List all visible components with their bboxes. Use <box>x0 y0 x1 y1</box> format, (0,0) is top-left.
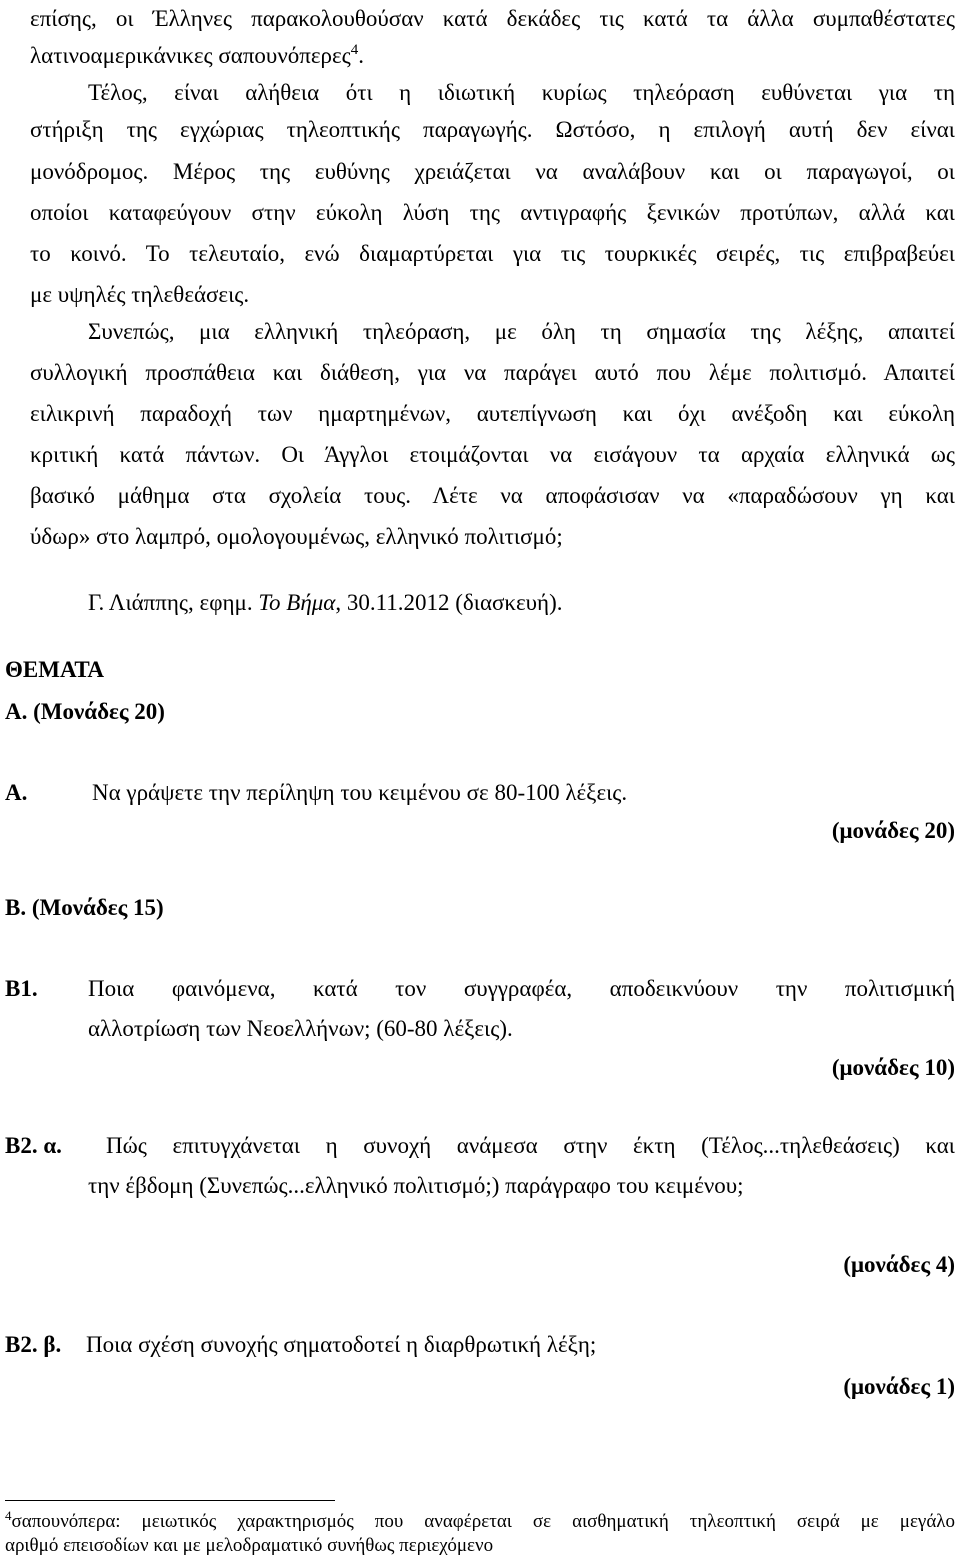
body-line: με υψηλές τηλεθεάσεις. <box>30 282 250 307</box>
body-line: το κοινό. Το τελευταίο, ενώ διαμαρτύρεται για τις τουρκικές σειρές, τις επιβραβεύει <box>30 241 955 266</box>
body-line: επίσης, οι Έλληνες παρακολουθούσαν κατά δεκάδες τις κατά τα άλλα συμπαθέστατες <box>30 6 955 31</box>
body-line: ύδωρ» στο λαμπρό, ομολογουμένως, ελληνικό πολιτισμό; <box>30 524 563 549</box>
question-b1-label: Β1. <box>5 976 38 1001</box>
question-a-label: Α. <box>5 780 28 805</box>
body-line: συλλογική προσπάθεια και διάθεση, για να παράγει αυτό που λέμε πολιτισμό. Απαιτεί <box>30 360 955 385</box>
question-b1-line: αλλοτρίωση των Νεοελλήνων; (60-80 λέξεις). <box>88 1016 513 1041</box>
question-b1-points: (μονάδες 10) <box>831 1055 955 1080</box>
body-line: στήριξη της εγχώριας τηλεοπτικής παραγωγής. Ωστόσο, η επιλογή αυτή δεν είναι <box>30 117 955 142</box>
footnote-reference[interactable]: 4 <box>350 42 359 58</box>
footnote-marker: 4 <box>5 1508 12 1523</box>
question-b2a-line: Πώς επιτυγχάνεται η συνοχή ανάμεσα στην έκτη (Τέλος...τηλεθεάσεις) και <box>106 1133 955 1158</box>
question-b2a-label: Β2. α. <box>5 1133 62 1158</box>
source-prefix: Γ. Λιάππης, εφημ. <box>88 590 259 615</box>
body-line: μονόδρομος. Μέρος της ευθύνης χρειάζεται να αναλάβουν και οι παραγωγοί, οι <box>30 159 955 184</box>
body-line: κριτική κατά πάντων. Οι Άγγλοι ετοιμάζονται να εισάγουν τα αρχαία ελληνικά ως <box>30 442 955 467</box>
question-b2b-text: Ποια σχέση συνοχής σηματοδοτεί η διαρθρωτική λέξη; <box>86 1332 597 1357</box>
question-b2b-points: (μονάδες 1) <box>843 1374 955 1399</box>
question-b2a-points: (μονάδες 4) <box>843 1252 955 1277</box>
body-line: Τέλος, είναι αλήθεια ότι η ιδιωτική κυρίως τηλεόραση ευθύνεται για τη <box>88 80 955 105</box>
question-b2b-label: Β2. β. <box>5 1332 62 1357</box>
footnote-line <box>5 1509 955 1535</box>
themes-heading: ΘΕΜΑΤΑ <box>5 657 105 682</box>
footnote-separator <box>5 1500 335 1501</box>
section-b-heading: Β. (Μονάδες 15) <box>5 895 164 920</box>
body-line: ειλικρινή παραδοχή των ημαρτημένων, αυτεπίγνωση και όχι ανέξοδη και εύκολη <box>30 401 955 426</box>
newspaper-name: Το Βήμα <box>258 590 336 615</box>
question-b1-line: Ποια φαινόμενα, κατά τον συγγραφέα, αποδεικνύουν την πολιτισμική <box>88 976 955 1001</box>
question-a-text: Να γράψετε την περίληψη του κειμένου σε 80-100 λέξεις. <box>92 780 628 805</box>
footnote-line: αριθμό επεισοδίων και με μελοδραματικό συνήθως περιεχόμενο <box>5 1535 494 1556</box>
footnote-text: σαπουνόπερα: μειωτικός χαρακτηρισμός που αναφέρεται σε αισθηματική τηλεοπτική σειρά με μεγάλο <box>11 1511 955 1532</box>
body-line: Συνεπώς, μια ελληνική τηλεόραση, με όλη τη σημασία της λέξης, απαιτεί <box>88 319 955 344</box>
question-b2a-line: την έβδομη (Συνεπώς...ελληνικό πολιτισμό;) παράγραφο του κειμένου; <box>88 1173 744 1198</box>
body-line-text: λατινοαμερικάνικες σαπουνόπερες <box>30 43 351 68</box>
question-a-points: (μονάδες 20) <box>831 818 955 843</box>
body-line: οποίοι καταφεύγουν στην εύκολη λύση της αντιγραφής ξενικών προτύπων, αλλά και <box>30 200 955 225</box>
body-line: βασικό μάθημα στα σχολεία τους. Λέτε να αποφάσισαν να «παραδώσουν γη και <box>30 483 955 508</box>
section-a-heading: Α. (Μονάδες 20) <box>5 699 165 724</box>
source-citation <box>88 584 562 621</box>
source-suffix: , 30.11.2012 (διασκευή). <box>335 590 563 615</box>
body-line: λατινοαμερικάνικες σαπουνόπερες$^4$. <box>30 42 364 68</box>
